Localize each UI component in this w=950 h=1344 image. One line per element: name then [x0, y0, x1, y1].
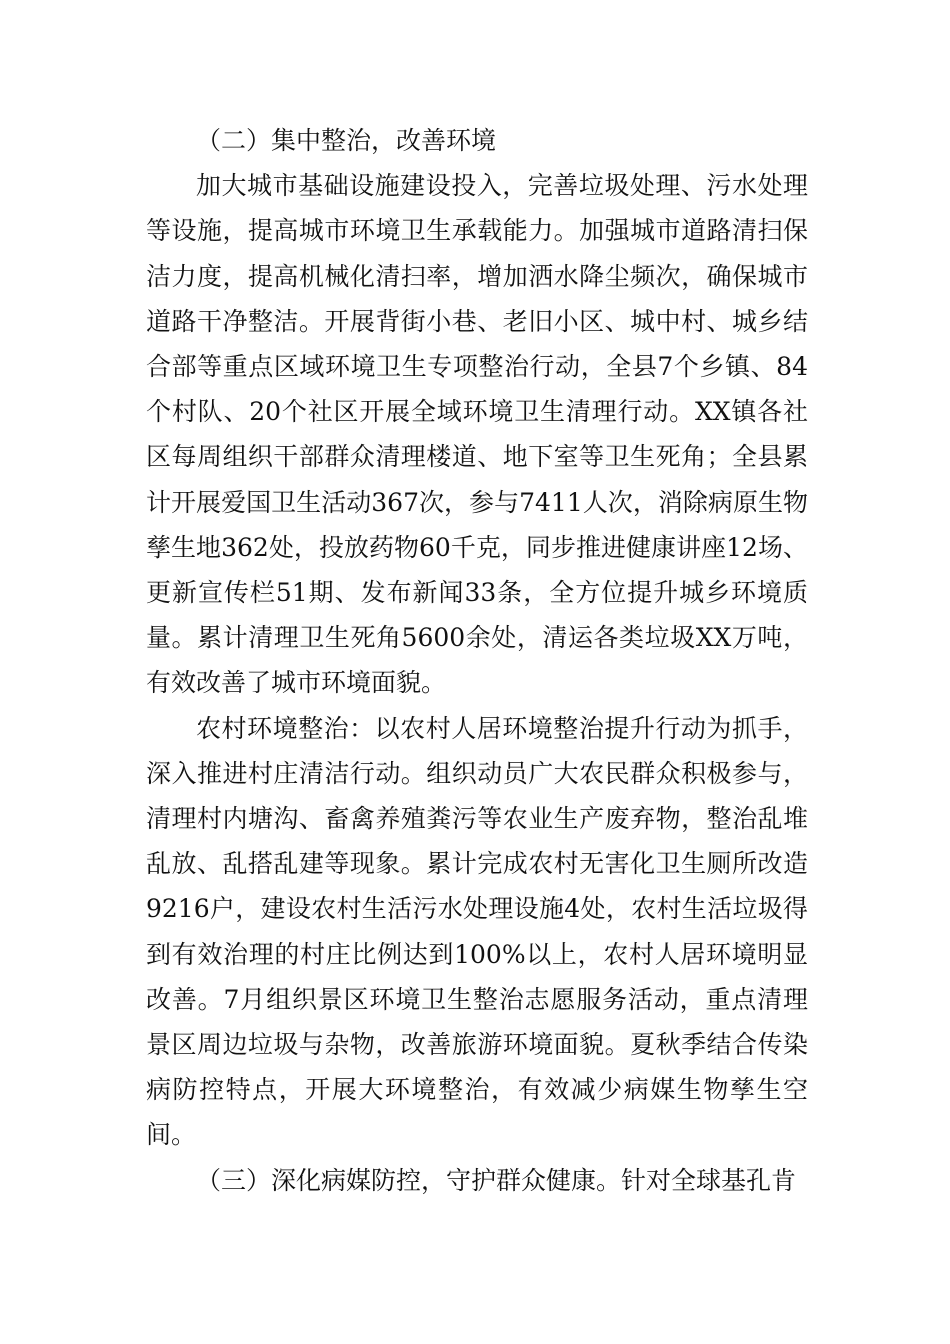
paragraph-section-3-start: （三）深化病媒防控，守护群众健康。针对全球基孔肯 — [196, 1165, 797, 1195]
paragraph-urban-improvement: 加大城市基础设施建设投入，完善垃圾处理、污水处理等设施，提高城市环境卫生承载能力。加强城市道路清扫保洁力度，提高机械化清扫率，增加洒水降尘频次，确保城市道路干净整洁。开展背街小巷、老旧小区、城中村、城乡结合部等重点区域环境卫生专项整治行动，全县7个乡镇、84个村队、20个社区开展全域环境卫生清理行动。XX镇各社区每周组织干部群众清理楼道、地下室等卫生死角；全县累计开展爱国卫生活动367次，参与7411人次，消除病原生物孳生地362处，投放药物60千克，同步推进健康讲座12场、更新宣传栏51期、发布新闻33条，全方位提升城乡环境质量。累计清理卫生死角5600余处，清运各类垃圾XX万吨，有效改善了城市环境面貌。 — [146, 171, 808, 698]
section-heading-2: （二）集中整治，改善环境 — [196, 126, 497, 155]
paragraph-rural-improvement: 农村环境整治：以农村人居环境整治提升行动为抓手，深入推进村庄清洁行动。组织动员广大农民群众积极参与，清理村内塘沟、畜禽养殖粪污等农业生产废弃物，整治乱堆乱放、乱搭乱建等现象。累计完成农村无害化卫生厕所改造9216户，建设农村生活污水处理设施4处，农村生活垃圾得到有效治理的村庄比例达到100%以上，农村人居环境明显改善。7月组织景区环境卫生整治志愿服务活动，重点清理景区周边垃圾与杂物，改善旅游环境面貌。夏秋季结合传染病防控特点，开展大环境整治，有效减少病媒生物孳生空间。 — [146, 713, 808, 1150]
document-body — [146, 118, 808, 1203]
